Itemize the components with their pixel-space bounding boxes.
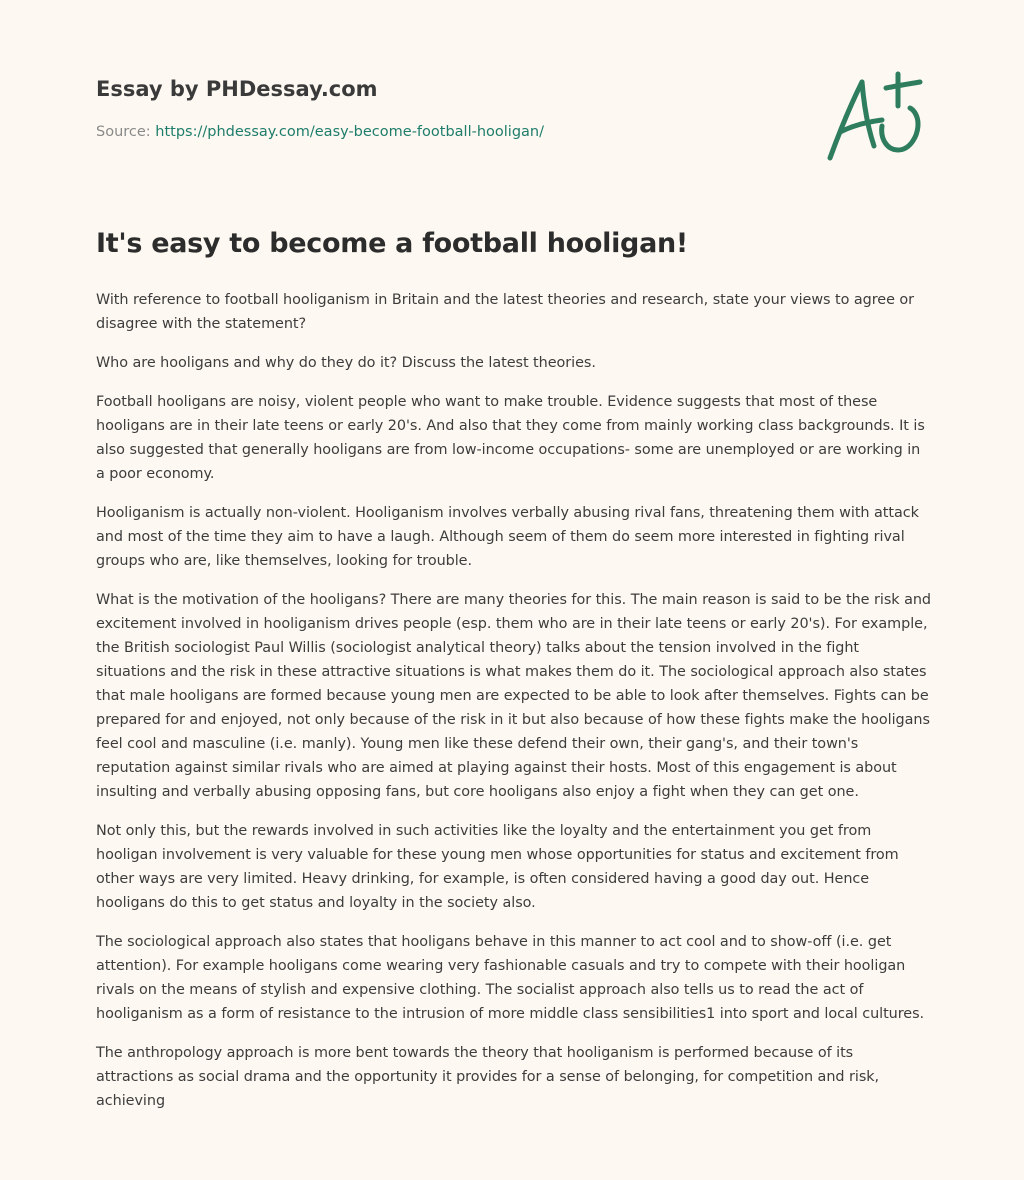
a-plus-grade-icon [822, 66, 930, 166]
essay-article [96, 224, 932, 1128]
essay-paragraph: With reference to football hooliganism in Britain and the latest theories and research, state your views to agree or disagree with the statement? [96, 292, 915, 332]
source-link[interactable]: https://phdessay.com/easy-become-football-hooligan/ [155, 124, 544, 140]
essay-paragraph: The anthropology approach is more bent towards the theory that hooliganism is performed because of its attractions as social drama and the opportunity it provides for a sense of belonging, for competition and risk, achieving [96, 1045, 880, 1109]
source-line [96, 122, 796, 142]
essay-paragraph: Who are hooligans and why do they do it? Discuss the latest theories. [96, 355, 596, 371]
essay-paragraph: Not only this, but the rewards involved in such activities like the loyalty and the entertainment you get from hooligan involvement is very valuable for these young men whose opportunities for status and excitement from other ways are very limited. Heavy drinking, for example, is often considered having a good day out. Hence hooligans do this to get status and loyalty in the society also. [96, 823, 899, 911]
essay-paragraph: Hooliganism is actually non-violent. Hooliganism involves verbally abusing rival fans, threatening them with attack and most of the time they aim to have a laugh. Although seem of them do seem more interested in fighting rival groups who are, like themselves, looking for trouble. [96, 505, 919, 569]
page-header [96, 74, 796, 142]
essay-paragraph: What is the motivation of the hooligans? There are many theories for this. The main reason is said to be the risk and excitement involved in hooliganism drives people (esp. them who are in their late teens or early 20's). For example, the British sociologist Paul Willis (sociologist analytical theory) talks about the tension involved in the fight situations and the risk in these attractive situations is what makes them do it. The sociological approach also states that male hooligans are formed because young men are expected to be able to look after themselves. Fights can be prepared for and enjoyed, not only because of the risk in it but also because of how these fights make the hooligans feel cool and masculine (i.e. manly). Young men like these defend their own, their gang's, and their town's reputation against similar rivals who are aimed at playing against their hosts. Most of this engagement is about insulting and verbally abusing opposing fans, but core hooligans also enjoy a fight when they can get one. [96, 592, 931, 800]
site-title: Essay by PHDessay.com [96, 77, 378, 101]
source-label: Source: [96, 124, 156, 140]
essay-paragraph: The sociological approach also states that hooligans behave in this manner to act cool and to show-off (i.e. get attention). For example hooligans come wearing very fashionable casuals and try to compete with their hooligan rivals on the means of stylish and expensive clothing. The socialist approach also tells us to read the act of hooliganism as a form of resistance to the intrusion of more middle class sensibilities1 into sport and local cultures. [96, 934, 925, 1022]
essay-title: It's easy to become a football hooligan! [96, 228, 688, 259]
essay-paragraph: Football hooligans are noisy, violent people who want to make trouble. Evidence suggests that most of these hooligans are in their late teens or early 20's. And also that they come from mainly working class backgrounds. It is also suggested that generally hooligans are from low-income occupations- some are unemployed or are working in a poor economy. [96, 394, 925, 482]
